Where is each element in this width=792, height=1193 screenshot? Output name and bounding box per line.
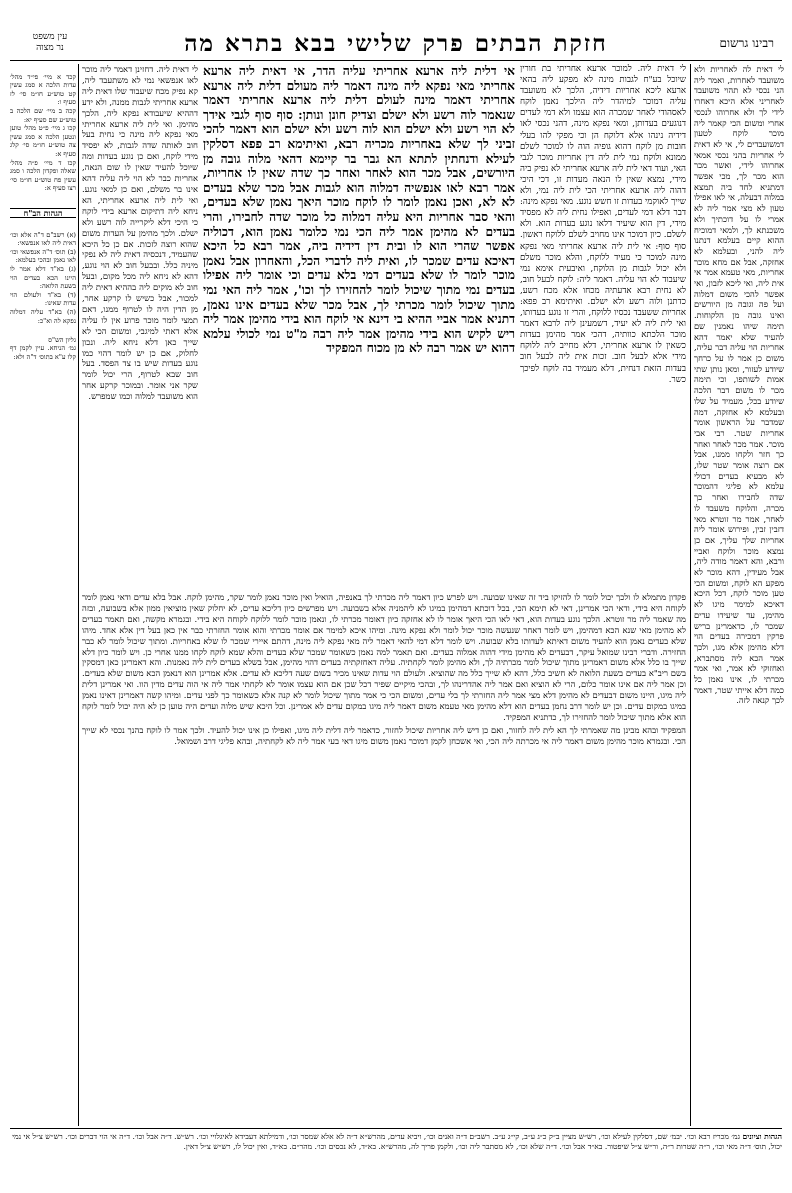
hagahot-title: הגהות הב"ח xyxy=(10,208,76,219)
footer-label: הגהות וציונים xyxy=(742,1132,782,1141)
header-left-line2: נר מצוה xyxy=(36,43,64,53)
footer-notes xyxy=(10,1132,782,1190)
tosafot-lower-text: פקדון מתמלא לו ולכך יכול לומר לו להזיקו ביד זה שאינו שבועה. ויש לפרש כיון דאמר ליה מכרתי לך באנפיה, הואיל ואין מוכר נאמן לומר שקר, מהימן לוקח. אבל בלא עדים ודאי נאמן לומר לקוחה היא בידי, ודאי הכי אמרינן, דאי לא תימא הכי, בכל דוכתא דמהימן במיגו לא ליהמניה אלא בשבועה. ויש מפרשים כיון דליכא עדים, לא יחלוק שאין מוציאין ממון אלא בשבועה, ובזה מה שאמר ליה מר זוטרא. הלכך נוגע בעדות הוא, דאי לאו הכי היאך אומר לו לא אחזקה כיון דאומר מכרתי לו, ונאמן מוכר לומר ללוקח לקוחה היא בידי. ובגמרא מקשה, ואם תאמר בעדים לא מהימן מאי שנא הכא דמהימן, ויש לומר דאחר שנעשה מוכר יכול לומר ולא נפקא מינה. ומיהו איכא למימר אם אומר מכרתי והוא אומר החזרתי כבר אין כאן בעל דין אלא אחד. מיהו שלא בעדים נאמן הוא להעיד משום דאיתא לעדותו בלא שבועה. ויש לומר דלא דמי להאי דאמר ליה מאי נפקא ליה מינה, דהתם איירי שמכר לו שלא באחריות. ומתוך שיכול לומר לא כבר החזירה. ודברי רבינו שמואל עיקר, דבעדים לא מהימן מידי דהוה אמלוה בעדים. ואם תאמר למה נאמן כשאומר שמכר שלא בעדים והלא שמא לוקח לקחו ממנו אחרי כן. ויש לומר כיון דלא שייך בו כלל אלא משום דאמרינן מתוך שיכול לומר מכרתיה לך, ולא מהימן לומר לקחתיה. עליה דאחזקתיה בעדים דהוי מהימן, אבל בשלא בעדים לית ליה נאמנות. והא דאמרינן כאן דמסקין בשם ריב"א בעדים בשעת הלואה לא חשיב כלל, דהא לא שייך כלל מה שהוציא. ולעולם הוי עדות שאינו מכיר בשום שעה דליכא לא עדים. אלא אמרינן הוא דנאמן הכא משום שלא בעדים. וכן אמר ליה אם אינו אומר כלום, הרי לא הוציא ואם אמר ליה אהדרינהו לך, ובהכי מיקיים שפיר דכל שכן אם הוא עצמו אומר לא לקחתי אמר ליה אי הוה עדים מדין הוו. ואי אמרינן דלית ליה מיגו, היינו משום דבעדים לא מהימן דלא מצי אמר ליה החזרתי לך בלי עדים, ומשום הכי כי אמר מתוך שיכול לומר לא קנה אלא כשאומר כך לפני עדים. ומיהו קשה דאמרינן דאינו נאמן במיגו במקום עדים. וכן יש לומר דרב נחמן בעדים הוא דלא מהימן מאי טעמא משום דאמר ליה מיגו במקום עדים לא אמרינן. וכל היכא שיש מלוה ועדים היה טוען כן לא היה יכול לומר לוקח הוא אלא מתוך שיכול לומר להחזירו לך, כדתניא המפקיד. xyxy=(82,592,686,722)
side-column-divider xyxy=(78,64,79,1126)
ein-mishpat-text: קכד א מיי׳ פי״ד מהל׳ עדות הלכה א סמג עשין קט טוש״ע חו״מ סי׳ לז סעיף ו: קכה ב מיי׳ שם הלכה ב טוש״ע שם סעיף יא: קכו ג מיי׳ פ״ט מהל׳ טוען ונטען הלכה א סמג עשין צה טוש״ע חו״מ סי׳ קלג סעיף א: קכז ד מיי׳ פ״ה מהל׳ שאלה ופקדון הלכה ו סמג עשין פח טוש״ע חו״מ סי׳ רצו סעיף א: xyxy=(10,72,76,193)
header-left-line1: עין משפט xyxy=(32,32,68,42)
tosafot-upper xyxy=(82,64,198,588)
rashi-commentary xyxy=(520,64,686,582)
ein-mishpat-column xyxy=(10,64,76,1126)
rashi-text: לי דאית ליה. למוכר ארעא אחריתי בת חורין שיוכל בע"ח לגבות מינה לא מפקע ליה בהאי ארעא ליכא אחריות דידיה, הלכך לא משועבד עליה דמוכר למיהדר ליה הילכך נאמן לוקח לאסהודי לאחר שמכרה הוא עצמו ולא דמי לעדים דנוגעים בעדותן, ומאי נפקא מינה, דהני נכסי לאו דידיה נינהו אלא דלוקח הן וכי מפקי להו בעלי חובות מן לוקח דהוא גופיה הוה לו למוכר לשלם ממונא ולוקח נמי לית ליה דין אחריות מוכר לגבי האי, ועוד דאי לית ליה ארעא אחריתי לא נפיק ביה מידי, נמצא שאין לו הנאה מעדות זו, דכי היכי דהוה ליה ארעא אחריתי הכי לית ליה נמי, ולא שייך לאוקמי בעדות זו חשש נוגע. מאי נפקא מינה: דבר דלא דמי לעדים, ואפילו נחית ליה לא מפסיד מידי, דין הוא שיעיד דלאו נוגע בעדות הוא. ולא לשלם. כיון דמוכר אינו מחויב לשלם ללוקח ראשון. סוף סוף: אי לית ליה ארעא אחריתי מאי נפקא מינה למוכר כי מעיד ללוקח, והלא מוכר משלם ולא יכול לגבות מן הלוקח, ואיבעית אימא נמי שיעבוד לא הוי עליה. דאמר ליה: לוקח לבעל חוב, לא נחית רבא אדעתיה מכחו אלא מכח רשע, כדתנן ולוה רשע ולא ישלם. ואיתימא רב פפא: אחריות ששעבד נכסיו ללוקח, והרי זו נוגע בעדותו, ואי לית ליה לא יעיד, דשמעינן ליה לרבא דאמר מוכר הלכתא כוותיה, דהכי אמר מהימן בעדות כשאין לו ארעא אחריתי, דלא מחייב ליה ללוקח מידי אלא לבעל חוב. זכות אית ליה לבעל חוב בעדות הזאת דנחית, דלא מעמיד בה לוקח לפיכך כשר. xyxy=(520,64,686,385)
gemara-text: אי דלית ליה ארעא אחריתי עליה הדר, אי דאית ליה ארעא אחריתי מאי נפקא ליה מינה דאמר ליה מעולם דלית ליה ארעא אחריתי דאמר מינה לעולם דלית ליה ארעא אחריתי דאמר שנאמר לוה רשע ולא ישלם וצדיק חונן ונותן: סוף סוף לגבי אידך לא הוי רשע ולא ישלם הוא לוה רשע ולא ישלם הוא דאמר להכי זביני לך שלא באחריות מכריה רבא, ואיתימא רב פפא דסלקין לעילא ודנחתין לתתא הא גבר בר קיימא דהאי מלוה גובה מן היורשים, אבל מכר הוא לאחר ואחר כך שדה שאין לו אחריות, אמר רבא לאו אנפשיה דמלוה הוא לגבות אבל מכר שלא בעדים לא לא, ואכן נאמן לומר לו לוקח מוכר היאך נאמן שלא בעדים, והאי סבר אחריות היא עליה דמלוה כל מוכר שדה לחבירו, והרי בעדים לא מהימן אמר ליה הכי נמי כלומר נאמן הוא, דכוליה אפשר שהרי הוא לו ובית דין דידיה ביה, אמר רבא כל היכא דאיכא עדים שמכר לו, ואית ליה לדברי הכל, והאחרון אבל נאמן מוכר לומר לו שלא בעדים דמי בלא עדים וכי אומר ליה אפילו בעדים נמי מתוך שיכול לומר להחזירו לך וכו', אמר ליה האי נמי מתוך שיכול לומר מכרתי לך, אבל מכר שלא בעדים אינו נאמן, דתניא אמר אביי ההיא בי דינא אי לוקח הוא בידי מהימן אמר ליה ריש לקיש הוא בידי מהימן אמר ליה רבה מ"ט נמי לכולי עלמא דהוא יש אמר רבה לא מן מכוח המפקיד xyxy=(203,64,515,356)
footer-rule xyxy=(10,1128,782,1129)
hagahot-text: (א) רשב"ם ד"ה אלא וכו׳ דאית ליה לאו אנפשאי: (ב) תוס׳ ד"ה אנפשאי וכו׳ לאו נאמן ובהכי בעלמא: (ג) בא"ד דלא אמר לו היינו הכא בעדים הוי בשעת הלואה: (ד) בא"ד ולעולם הוי עדות שאינו: (ה) בא"ד עליה דמלוה נפקא לה וא"כ: xyxy=(10,230,76,325)
tosafot-continuation-text: המפקיד ובהא מבינן מה שאמרתי לך הא לית ליה לחזור, ואם כן דיש ליה אחריות שיכול לחזור, כדאמר ליה דלית ליה מיגו, ואפילו כן אינו יכול להעיד. ולכך אמר לו לוקח בהנך נכסי לא שייך הכי. ובגמרא מוכר מהימן משום דאמר ליה אי מכרתה ליה הכי, ואי אשכחן לקמן דמוכר נאמן משום מיגו דאי בעי אמר ליה לא לקחתיה, ובהא פליגי דרב ושמואל. xyxy=(82,724,686,746)
footer-text: גמ׳ מכריז רבא וכו׳. יבמ׳ שם, דסלקין לעילא וכו׳, רש״ש מציין ב״ק כ״ג ע״ב, קי״ג ע״ב. רשב״ם ד״ה ואנים וכו׳, ויביא עדים, מהרש״א ד״ה לא אלא שמסר וכו׳, ודמילתא דעבידא לאיגלויי וכו׳. רש״ש. ד״ה אבל וכו׳. ד״ה אי הוי דברים וכו׳. רש״ש צ״ל אי נמי יכול, תוס׳ ד״ה מאי וכו׳, ר״ה שטרות ר״ה, ור״ש צ״ל שיפטור. בא״ד אבל וכו׳. ד״ה שלא וכו׳, לא מסתבר ליה וכו׳, ולקמן פריך לה, מהרש״א. בא״ד, לא נכסים וכו׳. מהר״ם. בא״ד, ואין יכול לו, רש״ש צ״ל דאין. xyxy=(12,1132,782,1151)
rabbeinu-gershom-column xyxy=(694,64,784,1126)
header-left-label xyxy=(16,32,84,54)
page-title: חזקת הבתים פרק שלישי בבא בתרא מה xyxy=(184,30,608,57)
page-header xyxy=(10,30,782,58)
rabbeinu-gershom-text: לי דאית לה לאחריות ולא משועבד לאחרות, ואמר ליה הני נכסי לא תהוי משועבד לאחריני אלא היכא דאחרו לידי לך ולא אחרוהו לנכסי אחרי ומשום הכי קאמר ליה מוכר לוקח לטעון דמשועבדים לי, אי לא דאית לי אחריות בהני נכסי אמאי אחרוהו לידי, ואשר מכר הוא מכר לך, מכי אפשר דמתניא לחד ביה תמצא במלוה דבעלה, אי לאו אפילו טעון לא מצי אמר ליה לא אמרי לו על דוכתיך ולא משכנתא לך, ולמאי דמוכיח ההוא קיים בעלמא דנתנו ליה להני, ובעלמא לא אחזקה, אבל אם מחא מוכר אחריות, מאי טעמא אמר אי אית ליה, ואי ליכא לזבון, ואי אפשר להכי משום דמלוה ועל פה וגובה מן היורשים ואינו גובה מן הלקוחות. תימה שיהו נאמנין שם להעיד שלא יאמר דהא אחריות הוי עליה דבר עליה, משום כן אמר לו על כרחך שיודע לעזור, ומאן נותן שתי אמות לשותפו, וכי תימה מכר לו משום דבר הלכה שיודע בכל, מעמיד על שלו ובעלמא לא אחזקה, דמה שמדבר על הראשון אומר אחריות שטר. רבי אבי מוכר. אמר מכר לאחר ואחר כך חזר ולקחו ממנו, אבל אם רוצה אומר שטר שלו, לא מבעיא בעדים דכולי עלמא לא פליגי דהמוכר שדה לחבירו ואחר כך מכרה, והלוקח משעבד לו לאחר, אמר מר זוטרא מאי דזבין זבין, ופירוש אומר ליה אחריות שלך עליך, אם כן נמצא מוכר ולוקח ואביי ורבא, והא דאמר מודה ליה, אבל מעידין, דהא מוכר לא מפקע הא לוקח, ומשום הכי טען מוכר לוקח, דכל היכא דאיכא למימר מיגו לא מהימן, עד שיעידו עדים שמכר לו, כדאמרינן בריש פרקין דמכירה בעדים הוי דלא מהימן אלא מגו, ולכך אמר הכא ליה מסתברא, ואחזוקי לא אמר, ואי אמר מכרתי לו, אינו נאמן כל כמה דלא אייתי שטר, דאמר לכך קנאה לזה. xyxy=(694,64,784,706)
column-divider xyxy=(690,64,691,1126)
tosafot-lower xyxy=(82,592,686,1126)
tosafot-upper-text: לי דאית ליה. דחזינן דאמר ליה מוכר לאו אנפשאי נמי לא משתעבד ליה, קא נפיק מכח שיעבוד שלו דאית ליה ארעא אחריתי לגבות ממנה, ולא ידע דההיא שיעבודא נפקא ליה, הלכך מהימן. ואי לית ליה ארעא אחריתי מאי נפקא ליה מינה כי נחית בעל חוב לאותה שדה לגבות, לא יפסיד מידי לוקח, ואם כן נוגע בעדות ומה שיוכל להעיד שאין לו שום הנאה, אחריות כבר לא הוי ליה עליה דהא אינו בר משלם, ואם כן למאי נוגע. ואי לית ליה ארעא אחריתי, הא ניחא ליה דתיקום ארעא בידי לוקח כי היכי דלא ליקרייה לוה רשע ולא ישלם. ולכך מהימן על העדות משום שהוא רוצה לזכות. אם כן כל היכא שהעמיד, דנכסיה דאית ליה לא נפקי מיניה כלל. ובבעל חוב לא הוי נוגע, דהא לא ניחא ליה מכל מקום, ובעל חוב לא מוקים ליה בההיא דאית ליה למכור, אבל כשיש לו קרקע אחר, מן הדין היה לו לטרוף ממנו, דאם תמצי לומר מוכר פרוע אין לו עליה אלא דאתי למיגבי, ומשום הכי לא שייך כאן דלא ניחא ליה. ונכון לחלוק, אם כן יש לומר דהוי כמו נוגע בעדות שיש בו צד הפסד. בעל חוב שבא לטרוף, הרי יכול לומר שקר אני אומר. ובמוכר קרקע אחר הוא משועבד למלוה וכמו שמפרש. xyxy=(82,64,198,402)
gemara-text-block xyxy=(203,64,515,588)
header-rule xyxy=(10,60,782,61)
header-right-label: רבינו גרשום xyxy=(719,36,774,50)
gilyon-hashas-text: גליון הש"ס גמ׳ הניחא. עיין לקמן דף קלו ע"א בתוס׳ ד"ה ולא: xyxy=(10,335,76,361)
